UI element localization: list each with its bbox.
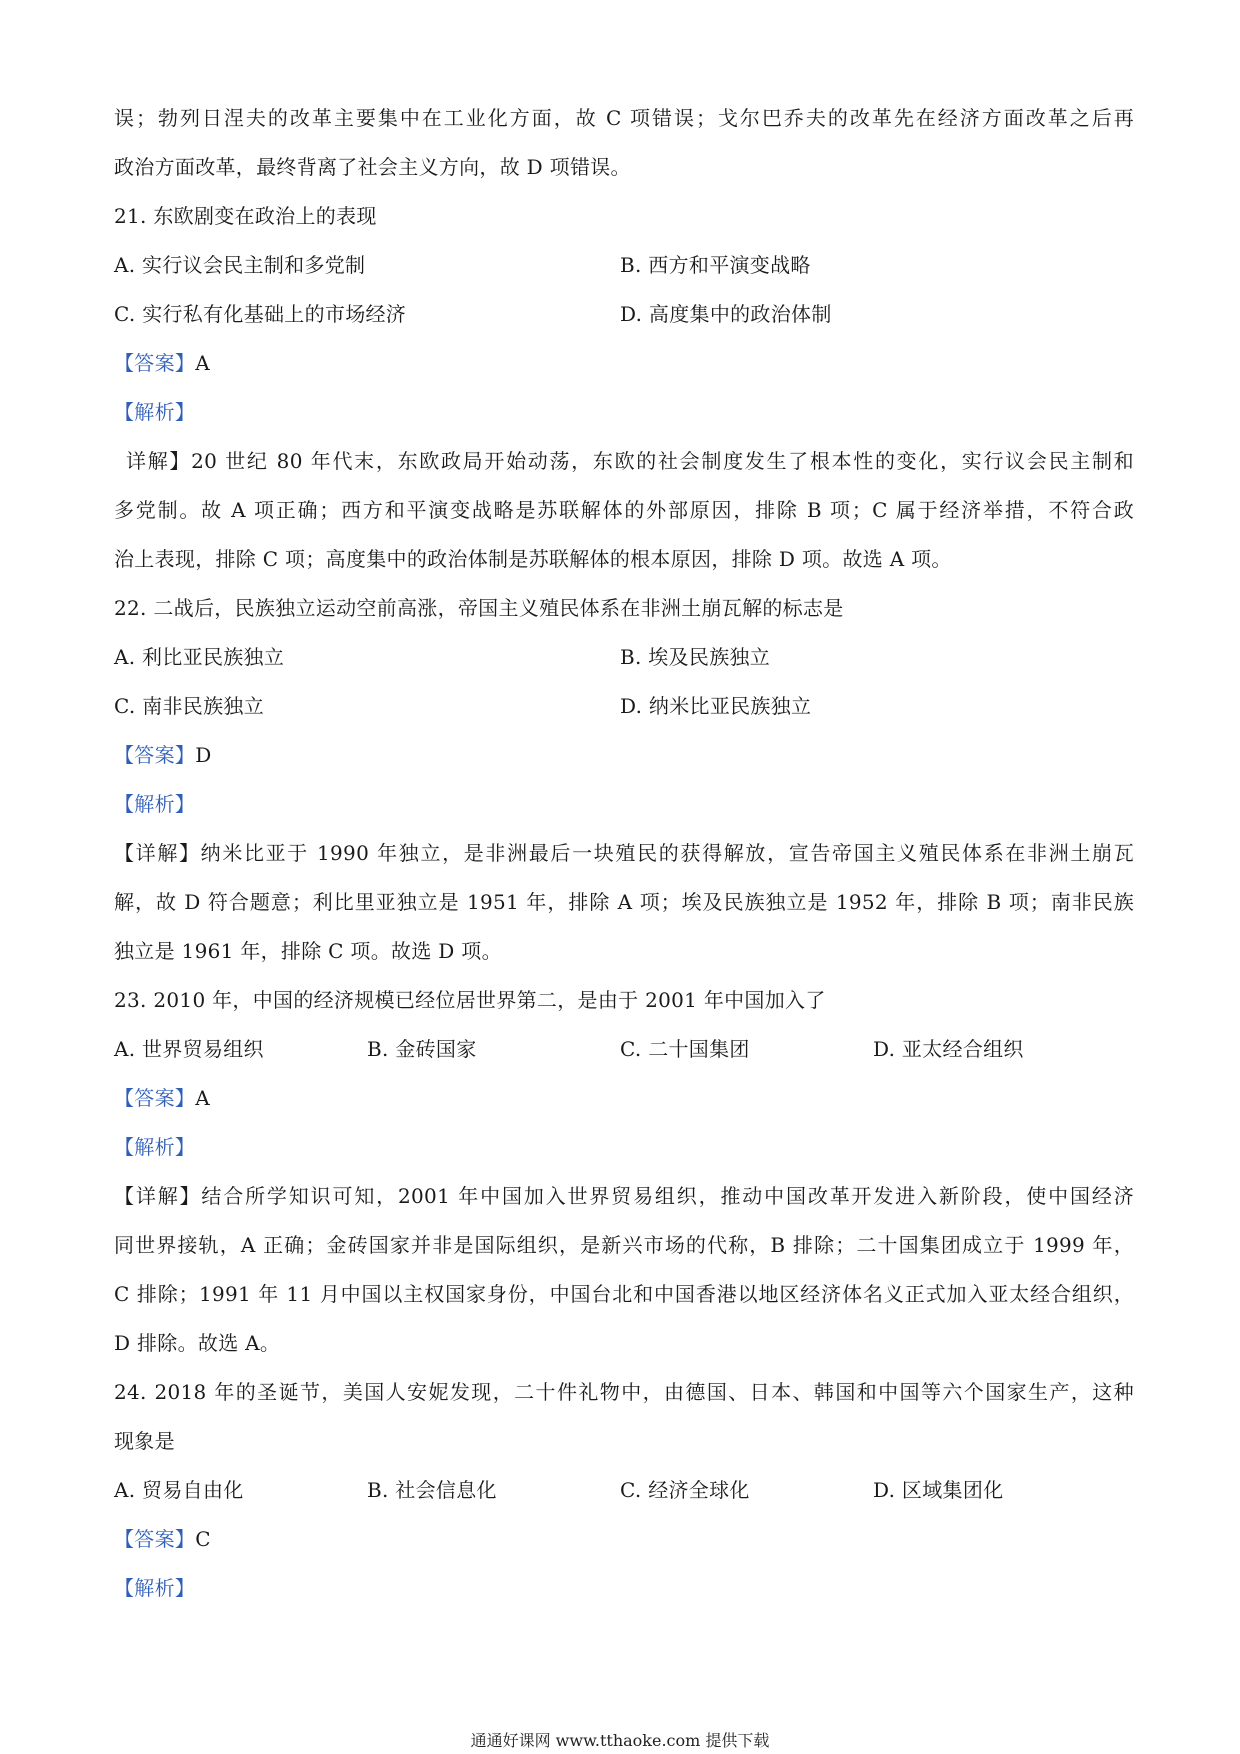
answer-label: 【答案】 — [114, 1527, 196, 1551]
detail-label: 【详解】 — [114, 1184, 202, 1208]
q22-detail-3: 独立是 1961 年，排除 C 项。故选 D 项。 — [114, 939, 502, 963]
answer-label: 【答案】 — [114, 351, 196, 375]
q22-option-d: D. 纳米比亚民族独立 — [620, 694, 812, 718]
q23-answer — [114, 1084, 1134, 1112]
detail-text: 纳米比亚于 1990 年独立，是非洲最后一块殖民的获得解放，宣告帝国主义殖民体系在非洲土崩瓦 — [200, 841, 1134, 865]
answer-label: 【答案】 — [114, 1086, 196, 1110]
answer-value: C — [195, 1527, 211, 1551]
q23-analysis-label: 【解析】 — [114, 1135, 196, 1159]
q21-answer — [114, 349, 1134, 377]
q23-option-a: A. 世界贸易组织 — [114, 1037, 264, 1061]
intro-line-2: 政治方面改革，最终背离了社会主义方向，故 D 项错误。 — [114, 155, 631, 179]
page-footer: 通通好课网 www.tthaoke.com 提供下载 — [470, 1731, 770, 1750]
q21-detail-3: 治上表现，排除 C 项；高度集中的政治体制是苏联解体的根本原因，排除 D 项。故选 A 项。 — [114, 547, 952, 571]
q23-detail-2: 同世界接轨，A 正确；金砖国家并非是国际组织，是新兴市场的代称，B 排除；二十国集团成立于 1999 年， — [114, 1233, 1134, 1257]
q21-option-c: C. 实行私有化基础上的市场经济 — [114, 302, 407, 326]
q23-stem: 23. 2010 年，中国的经济规模已经位居世界第二，是由于 2001 年中国加入了 — [114, 988, 826, 1012]
q21-detail-2: 多党制。故 A 项正确；西方和平演变战略是苏联解体的外部原因，排除 B 项；C 属于经济举措，不符合政 — [114, 498, 1134, 522]
q22-option-b: B. 埃及民族独立 — [620, 645, 771, 669]
answer-value: A — [195, 1086, 210, 1110]
q24-stem-2: 现象是 — [114, 1429, 175, 1453]
detail-label: 【详解】 — [114, 841, 201, 865]
q22-detail-1 — [114, 839, 1134, 867]
q24-analysis-label: 【解析】 — [114, 1576, 196, 1600]
q22-option-c: C. 南非民族独立 — [114, 694, 265, 718]
q24-option-d: D. 区域集团化 — [873, 1478, 1004, 1502]
answer-label: 【答案】 — [114, 743, 196, 767]
q21-stem: 21. 东欧剧变在政治上的表现 — [114, 204, 377, 228]
q22-stem: 22. 二战后，民族独立运动空前高涨，帝国主义殖民体系在非洲土崩瓦解的标志是 — [114, 596, 844, 620]
q21-detail-1: 详解】20 世纪 80 年代末，东欧政局开始动荡，东欧的社会制度发生了根本性的变化，实行议会民主制和 — [126, 449, 1134, 473]
q21-option-a: A. 实行议会民主制和多党制 — [114, 253, 366, 277]
q21-analysis-label: 【解析】 — [114, 400, 196, 424]
q21-option-d: D. 高度集中的政治体制 — [620, 302, 832, 326]
q24-option-a: A. 贸易自由化 — [114, 1478, 244, 1502]
q21-option-b: B. 西方和平演变战略 — [620, 253, 811, 277]
q24-option-b: B. 社会信息化 — [367, 1478, 497, 1502]
q24-answer — [114, 1525, 1134, 1553]
q23-option-d: D. 亚太经合组织 — [873, 1037, 1024, 1061]
q24-option-c: C. 经济全球化 — [620, 1478, 750, 1502]
intro-line-1: 误；勃列日涅夫的改革主要集中在工业化方面，故 C 项错误；戈尔巴乔夫的改革先在经济方面改革之后再 — [114, 106, 1134, 130]
q22-option-a: A. 利比亚民族独立 — [114, 645, 285, 669]
q23-option-b: B. 金砖国家 — [367, 1037, 477, 1061]
q22-detail-2: 解，故 D 符合题意；利比里亚独立是 1951 年，排除 A 项；埃及民族独立是 1952 年，排除 B 项；南非民族 — [114, 890, 1134, 914]
q23-option-c: C. 二十国集团 — [620, 1037, 750, 1061]
answer-value: A — [195, 351, 210, 375]
detail-text: 结合所学知识可知，2001 年中国加入世界贸易组织，推动中国改革开发进入新阶段，使中国经济 — [201, 1184, 1134, 1208]
q22-analysis-label: 【解析】 — [114, 792, 196, 816]
q22-answer — [114, 741, 1134, 769]
answer-value: D — [195, 743, 212, 767]
q23-detail-1 — [114, 1182, 1134, 1210]
q24-stem-1: 24. 2018 年的圣诞节，美国人安妮发现，二十件礼物中，由德国、日本、韩国和中国等六个国家生产，这种 — [114, 1380, 1134, 1404]
q23-detail-3: C 排除；1991 年 11 月中国以主权国家身份，中国台北和中国香港以地区经济体名义正式加入亚太经合组织， — [114, 1282, 1134, 1306]
q23-detail-4: D 排除。故选 A。 — [114, 1331, 281, 1355]
